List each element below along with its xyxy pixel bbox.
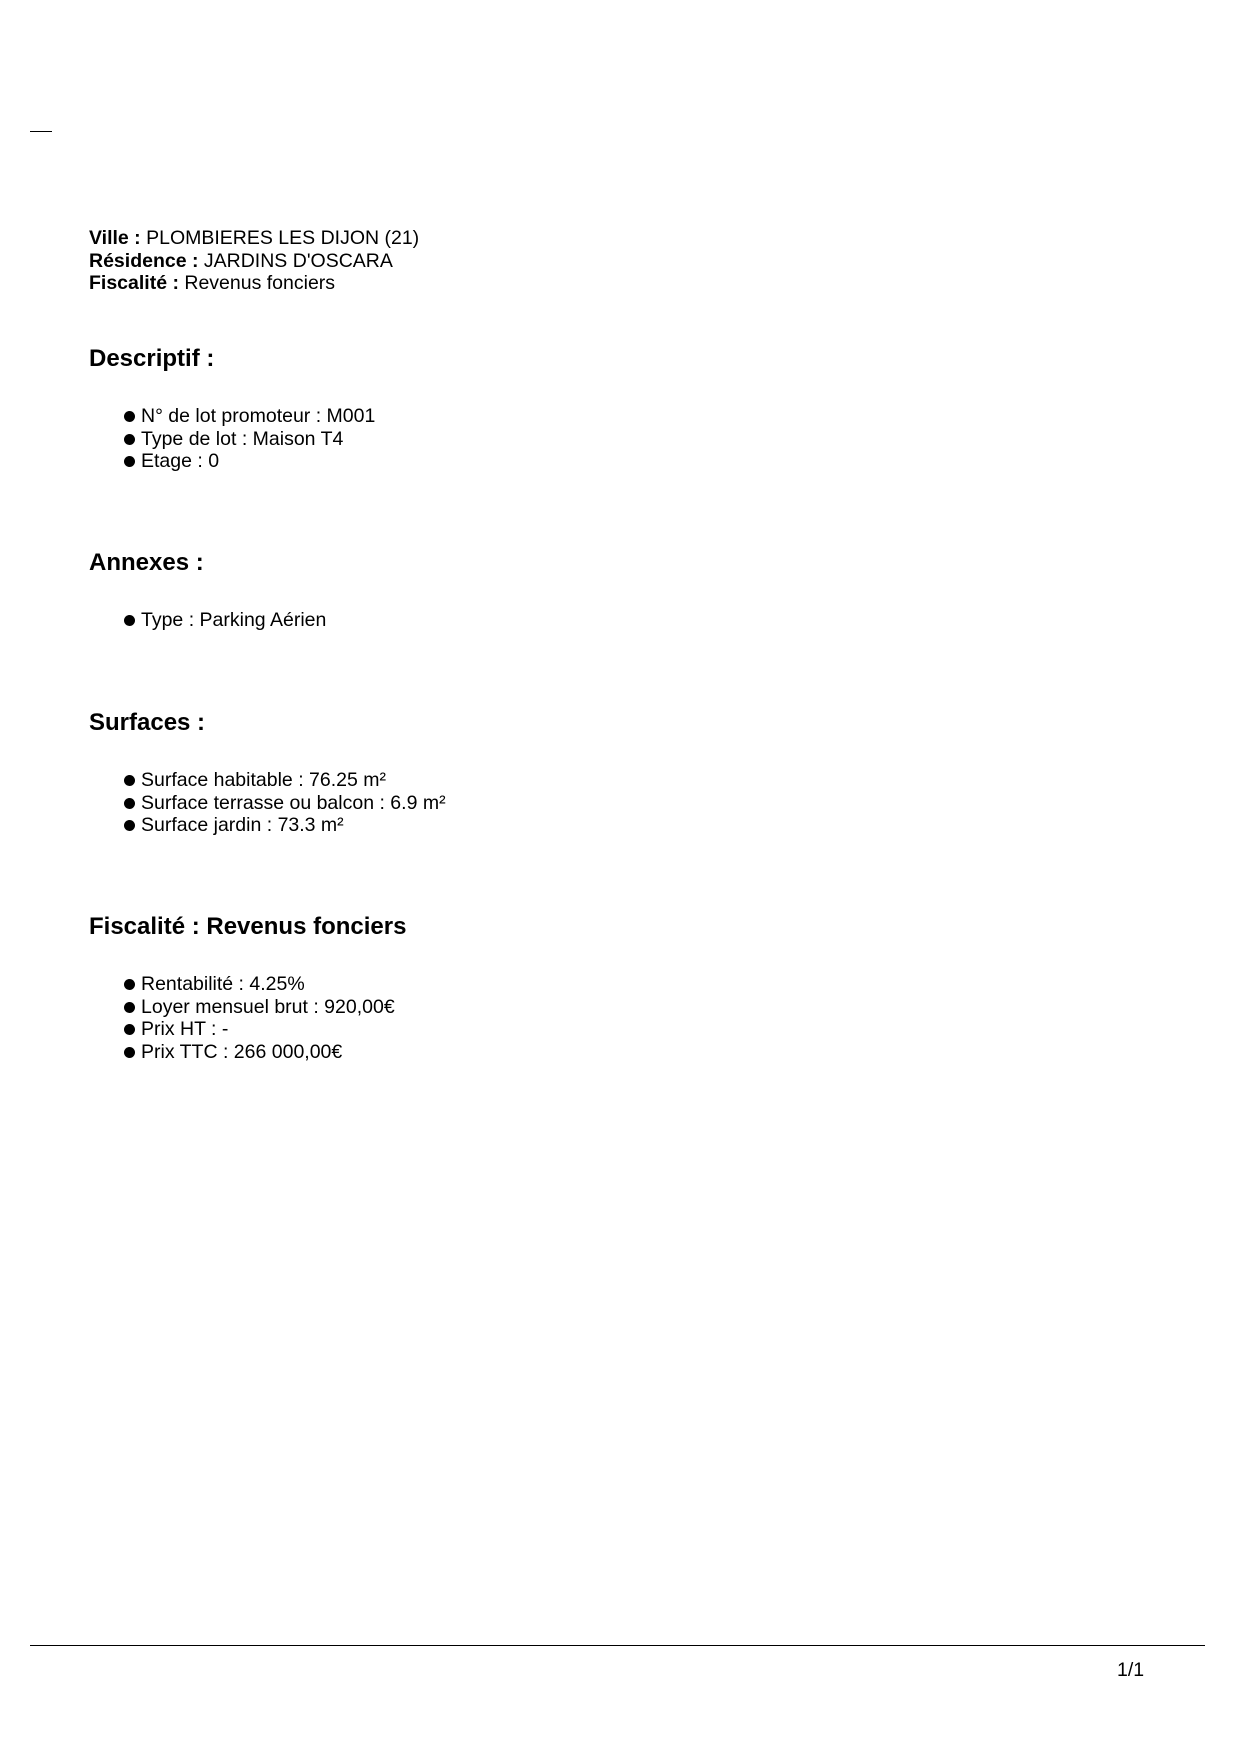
bullet-icon <box>124 1024 135 1035</box>
bullet-icon <box>124 798 135 809</box>
list-item-text: Prix HT : - <box>141 1018 229 1040</box>
fiscalite-label: Fiscalité : <box>89 272 179 294</box>
footer-divider <box>30 1645 1205 1646</box>
list-item <box>123 1018 395 1041</box>
list-item <box>123 405 375 428</box>
list-item-text: Type : Parking Aérien <box>141 609 327 631</box>
list-item-text: Surface habitable : 76.25 m² <box>141 769 386 791</box>
list-item-text: Rentabilité : 4.25% <box>141 973 305 995</box>
bullet-icon <box>124 411 135 422</box>
list-item-text: Etage : 0 <box>141 450 220 472</box>
list-item-text: N° de lot promoteur : M001 <box>141 405 376 427</box>
residence-label: Résidence : <box>89 249 199 272</box>
annexes-title: Annexes : <box>89 549 204 576</box>
list-item-text: Type de lot : Maison T4 <box>141 427 344 450</box>
corner-dash <box>30 131 52 132</box>
fiscalite-line <box>89 272 419 295</box>
list-item-text: Surface jardin : 73.3 m² <box>141 814 344 836</box>
list-item <box>123 973 395 996</box>
ville-label: Ville : <box>89 227 141 249</box>
list-item-text: Loyer mensuel brut : 920,00€ <box>141 995 395 1018</box>
bullet-icon <box>124 1002 135 1013</box>
list-item <box>123 1041 395 1064</box>
descriptif-title: Descriptif : <box>89 345 215 372</box>
descriptif-list <box>123 405 375 473</box>
bullet-icon <box>124 456 135 467</box>
fiscalite-value: Revenus fonciers <box>184 272 336 294</box>
bullet-icon <box>124 1047 135 1058</box>
bullet-icon <box>124 615 135 626</box>
list-item <box>123 814 446 837</box>
list-item <box>123 450 375 473</box>
annexes-list <box>123 609 326 632</box>
bullet-icon <box>124 979 135 990</box>
list-item <box>123 769 446 792</box>
residence-line <box>89 250 419 273</box>
list-item-text: Surface terrasse ou balcon : 6.9 m² <box>141 791 446 814</box>
list-item <box>123 792 446 815</box>
ville-line <box>89 227 419 250</box>
list-item-text: Prix TTC : 266 000,00€ <box>141 1040 343 1063</box>
fiscalite-title: Fiscalité : Revenus fonciers <box>89 913 407 940</box>
bullet-icon <box>124 820 135 831</box>
bullet-icon <box>124 434 135 445</box>
list-item <box>123 428 375 451</box>
surfaces-list <box>123 769 446 837</box>
list-item <box>123 996 395 1019</box>
fiscalite-list <box>123 973 395 1063</box>
residence-value: JARDINS D'OSCARA <box>203 249 393 272</box>
list-item <box>123 609 326 632</box>
property-info-block <box>89 227 419 295</box>
page-number: 1/1 <box>1117 1659 1145 1681</box>
bullet-icon <box>124 775 135 786</box>
surfaces-title: Surfaces : <box>89 709 206 736</box>
ville-value: PLOMBIERES LES DIJON (21) <box>146 227 420 249</box>
